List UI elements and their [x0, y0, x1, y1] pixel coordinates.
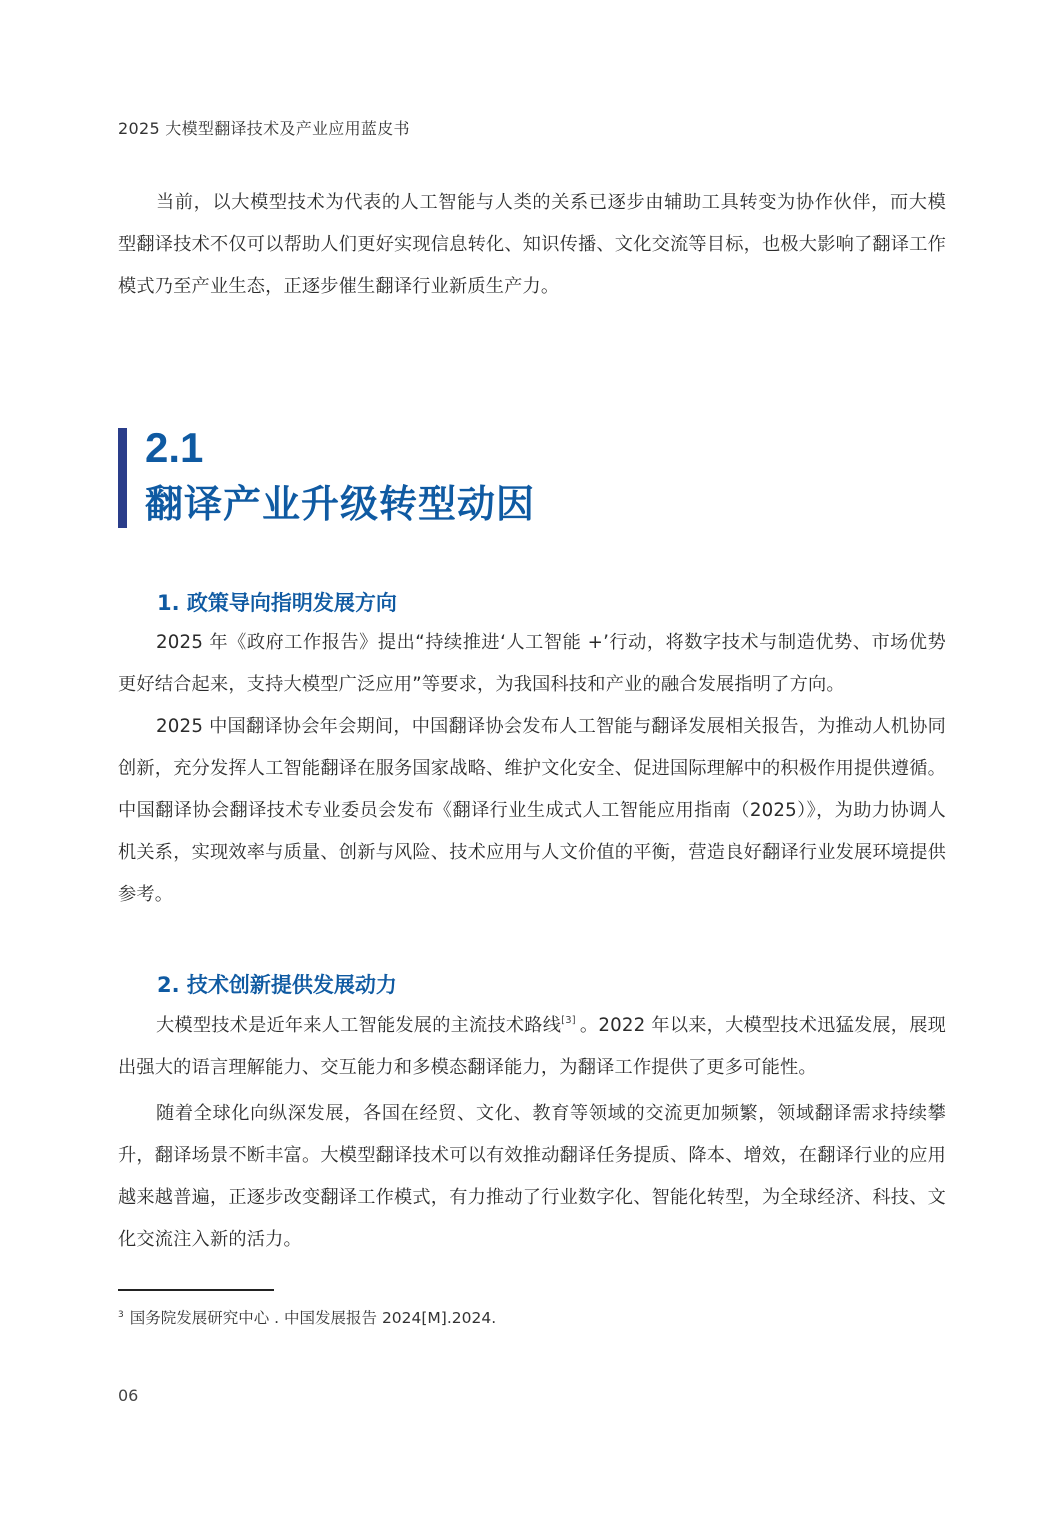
section-number: 2.1	[145, 424, 204, 471]
running-header: 2025 大模型翻译技术及产业应用蓝皮书	[118, 119, 410, 138]
footnote	[118, 1306, 496, 1328]
footnote-divider	[118, 1289, 274, 1291]
footnote-reference[interactable]: [3]	[561, 1015, 576, 1026]
footnote-text: 国务院发展研究中心 . 中国发展报告 2024[M].2024.	[129, 1309, 497, 1327]
subsection-heading-policy: 1. 政策导向指明发展方向	[157, 591, 397, 615]
policy-paragraph-2: 2025 中国翻译协会年会期间，中国翻译协会发布人工智能与翻译发展相关报告，为推动人机协同创新，充分发挥人工智能翻译在服务国家战略、维护文化安全、促进国际理解中的积极作用提供遵循。中国翻译协会翻译技术专业委员会发布《翻译行业生成式人工智能应用指南（2025）》，为助力协调人机关系，实现效率与质量、创新与风险、技术应用与人文价值的平衡，营造良好翻译行业发展环境提供参考。	[118, 716, 946, 905]
technology-paragraph-1	[118, 1005, 946, 1089]
section-accent-bar	[118, 428, 127, 528]
technology-paragraph-1-end: 。2022 年以来，大模型技术迅猛发展，展现出强大的语言理解能力、交互能力和多模态翻译能力，为翻译工作提供了更多可能性。	[118, 1015, 947, 1078]
intro-paragraph: 当前，以大模型技术为代表的人工智能与人类的关系已逐步由辅助工具转变为协作伙伴，而大模型翻译技术不仅可以帮助人们更好实现信息转化、知识传播、文化交流等目标，也极大影响了翻译工作模式乃至产业生态，正逐步催生翻译行业新质生产力。	[118, 192, 946, 297]
technology-paragraph-2: 随着全球化向纵深发展，各国在经贸、文化、教育等领域的交流更加频繁，领域翻译需求持续攀升，翻译场景不断丰富。大模型翻译技术可以有效推动翻译任务提质、降本、增效，在翻译行业的应用越来越普遍，正逐步改变翻译工作模式，有力推动了行业数字化、智能化转型，为全球经济、科技、文化交流注入新的活力。	[118, 1103, 946, 1250]
policy-paragraph-1: 2025 年《政府工作报告》提出“持续推进‘人工智能 +’行动，将数字技术与制造优势、市场优势更好结合起来，支持大模型广泛应用”等要求，为我国科技和产业的融合发展指明了方向。	[118, 632, 946, 695]
footnote-mark: 3	[118, 1310, 124, 1320]
page-number: 06	[118, 1386, 139, 1405]
subsection-heading-technology: 2. 技术创新提供发展动力	[157, 973, 397, 997]
section-title: 翻译产业升级转型动因	[145, 482, 536, 526]
technology-paragraph-1-start: 大模型技术是近年来人工智能发展的主流技术路线	[156, 1015, 562, 1036]
